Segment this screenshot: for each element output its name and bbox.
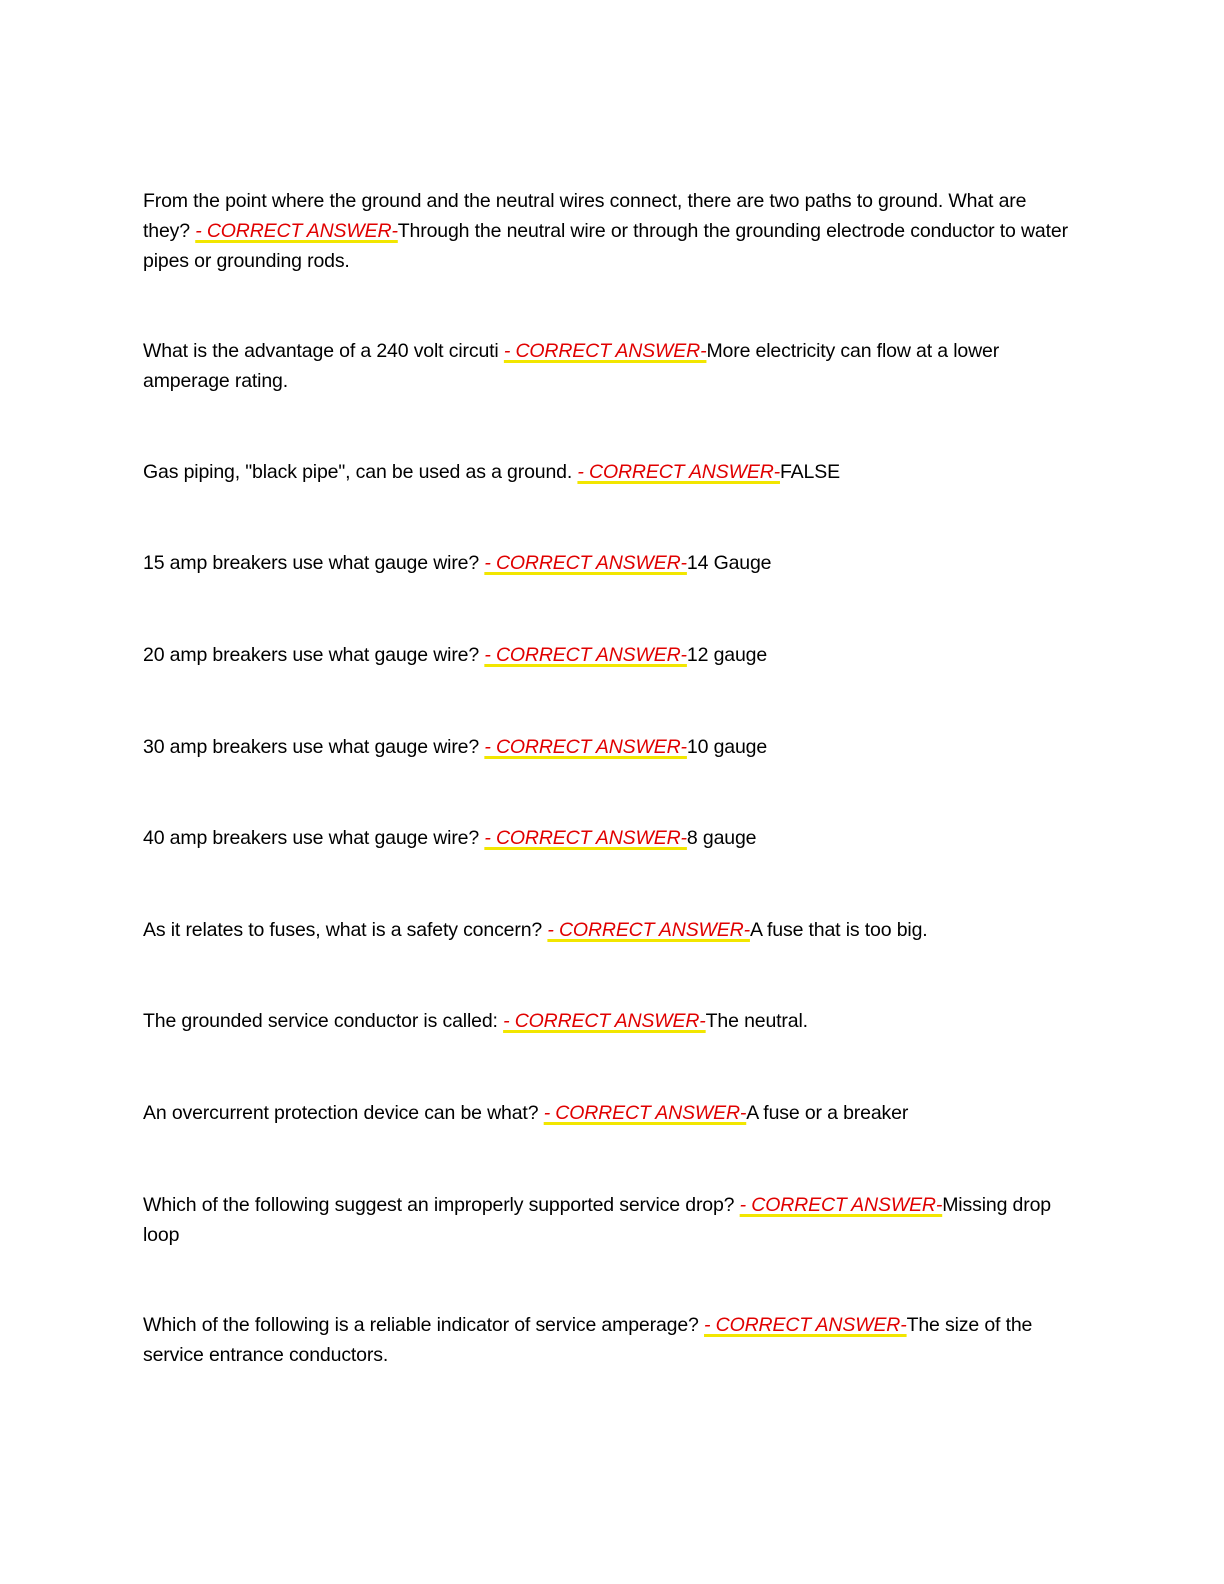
- answer-text: Through the neutral wire or through the grounding electrode conductor to water pipes or grounding rods.: [143, 220, 1068, 272]
- qa-item: [143, 1098, 1078, 1128]
- answer-text: FALSE: [779, 461, 840, 483]
- question-text: Which of the following suggest an improperly supported service drop?: [143, 1194, 735, 1216]
- answer-text: A fuse that is too big.: [749, 919, 928, 941]
- qa-item: [143, 640, 1078, 670]
- answer-text: 14 Gauge: [686, 552, 772, 574]
- question-text: 30 amp breakers use what gauge wire?: [143, 736, 480, 758]
- correct-answer-marker: - CORRECT ANSWER-: [704, 1314, 907, 1336]
- question-text: What is the advantage of a 240 volt circuti: [143, 340, 499, 362]
- question-text: 15 amp breakers use what gauge wire?: [143, 552, 480, 574]
- question-text: Gas piping, "black pipe", can be used as a ground.: [143, 461, 573, 483]
- question-text: As it relates to fuses, what is a safety concern?: [143, 919, 543, 941]
- question-text: 20 amp breakers use what gauge wire?: [143, 644, 480, 666]
- answer-text: Missing drop loop: [143, 1194, 1051, 1246]
- qa-item: [143, 336, 1078, 396]
- correct-answer-marker: - CORRECT ANSWER-: [484, 736, 687, 758]
- qa-item: [143, 186, 1078, 276]
- qa-item: [143, 1006, 1078, 1036]
- correct-answer-marker: - CORRECT ANSWER-: [543, 1102, 747, 1124]
- question-text: The grounded service conductor is called:: [143, 1010, 498, 1032]
- answer-text: 10 gauge: [686, 736, 768, 758]
- qa-item: [143, 548, 1078, 578]
- correct-answer-marker: - CORRECT ANSWER-: [577, 461, 780, 483]
- correct-answer-marker: - CORRECT ANSWER-: [195, 220, 398, 242]
- qa-item: [143, 1190, 1078, 1250]
- answer-text: 8 gauge: [686, 827, 757, 849]
- correct-answer-marker: - CORRECT ANSWER-: [484, 644, 687, 666]
- question-text: An overcurrent protection device can be what?: [143, 1102, 539, 1124]
- answer-text: 12 gauge: [686, 644, 768, 666]
- qa-item: [143, 823, 1078, 853]
- qa-item: [143, 732, 1078, 762]
- correct-answer-marker: - CORRECT ANSWER-: [739, 1194, 943, 1216]
- correct-answer-marker: - CORRECT ANSWER-: [503, 340, 707, 362]
- qa-item: [143, 1310, 1078, 1370]
- question-text: 40 amp breakers use what gauge wire?: [143, 827, 480, 849]
- qa-item: [143, 457, 1078, 487]
- qa-item: [143, 915, 1078, 945]
- correct-answer-marker: - CORRECT ANSWER-: [547, 919, 750, 941]
- correct-answer-marker: - CORRECT ANSWER-: [484, 827, 687, 849]
- answer-text: The size of the service entrance conductors.: [143, 1314, 1033, 1366]
- question-text: From the point where the ground and the neutral wires connect, there are two paths to ground. What are they?: [143, 190, 1027, 242]
- correct-answer-marker: - CORRECT ANSWER-: [484, 552, 687, 574]
- answer-text: The neutral.: [705, 1010, 808, 1032]
- correct-answer-marker: - CORRECT ANSWER-: [503, 1010, 706, 1032]
- answer-text: More electricity can flow at a lower amperage rating.: [143, 340, 1000, 392]
- question-text: Which of the following is a reliable indicator of service amperage?: [143, 1314, 699, 1336]
- answer-text: A fuse or a breaker: [746, 1102, 909, 1124]
